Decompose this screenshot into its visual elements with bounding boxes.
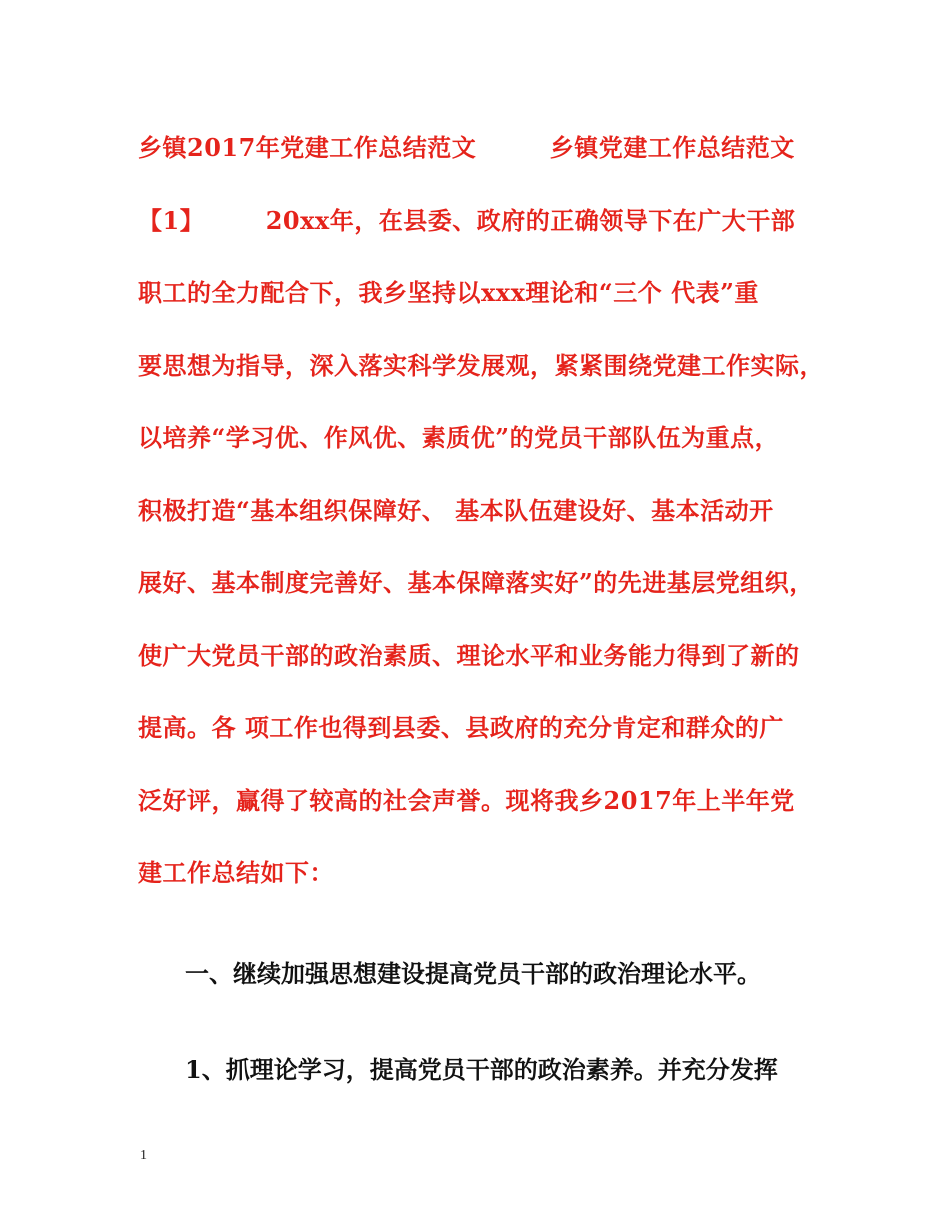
page-number: 1 (140, 1148, 147, 1163)
intro-line-4: 要思想为指导，深入落实科学发展观，紧紧围绕党建工作实际， (138, 350, 824, 380)
intro-line-9: 提高。各 项工作也得到县委、县政府的充分肯定和群众的广 (138, 713, 784, 742)
intro-line-3: 职工的全力配合下，我乡坚持以xxx理论和“三个 代表”重 (138, 278, 759, 307)
intro-text-block (138, 126, 828, 924)
intro-line-10: 泛好评，赢得了较高的社会声誉。现将我乡2017年上半年党 (138, 785, 795, 815)
subsection-heading: 1、抓理论学习，提高党员干部的政治素养。并充分发挥 (185, 1055, 778, 1084)
intro-line-7: 展好、基本制度完善好、基本保障落实好”的先进基层党组织， (138, 568, 814, 597)
intro-line-5: 以培养“学习优、作风优、素质优”的党员干部队伍为重点， (138, 423, 780, 452)
intro-line-6: 积极打造“基本组织保障好、 基本队伍建设好、基本活动开 (138, 495, 774, 525)
intro-line-8: 使广大党员干部的政治素质、理论水平和业务能力得到了新的 (138, 640, 800, 670)
intro-line-2: 【1】 20xx年，在县委、政府的正确领导下在广大干部 (138, 205, 796, 235)
intro-line-11: 建工作总结如下： (138, 858, 334, 887)
section-heading: 一、继续加强思想建设提高党员干部的政治理论水平。 (185, 959, 761, 988)
intro-line-1: 乡镇2017年党建工作总结范文 乡镇党建工作总结范文 (138, 133, 795, 162)
